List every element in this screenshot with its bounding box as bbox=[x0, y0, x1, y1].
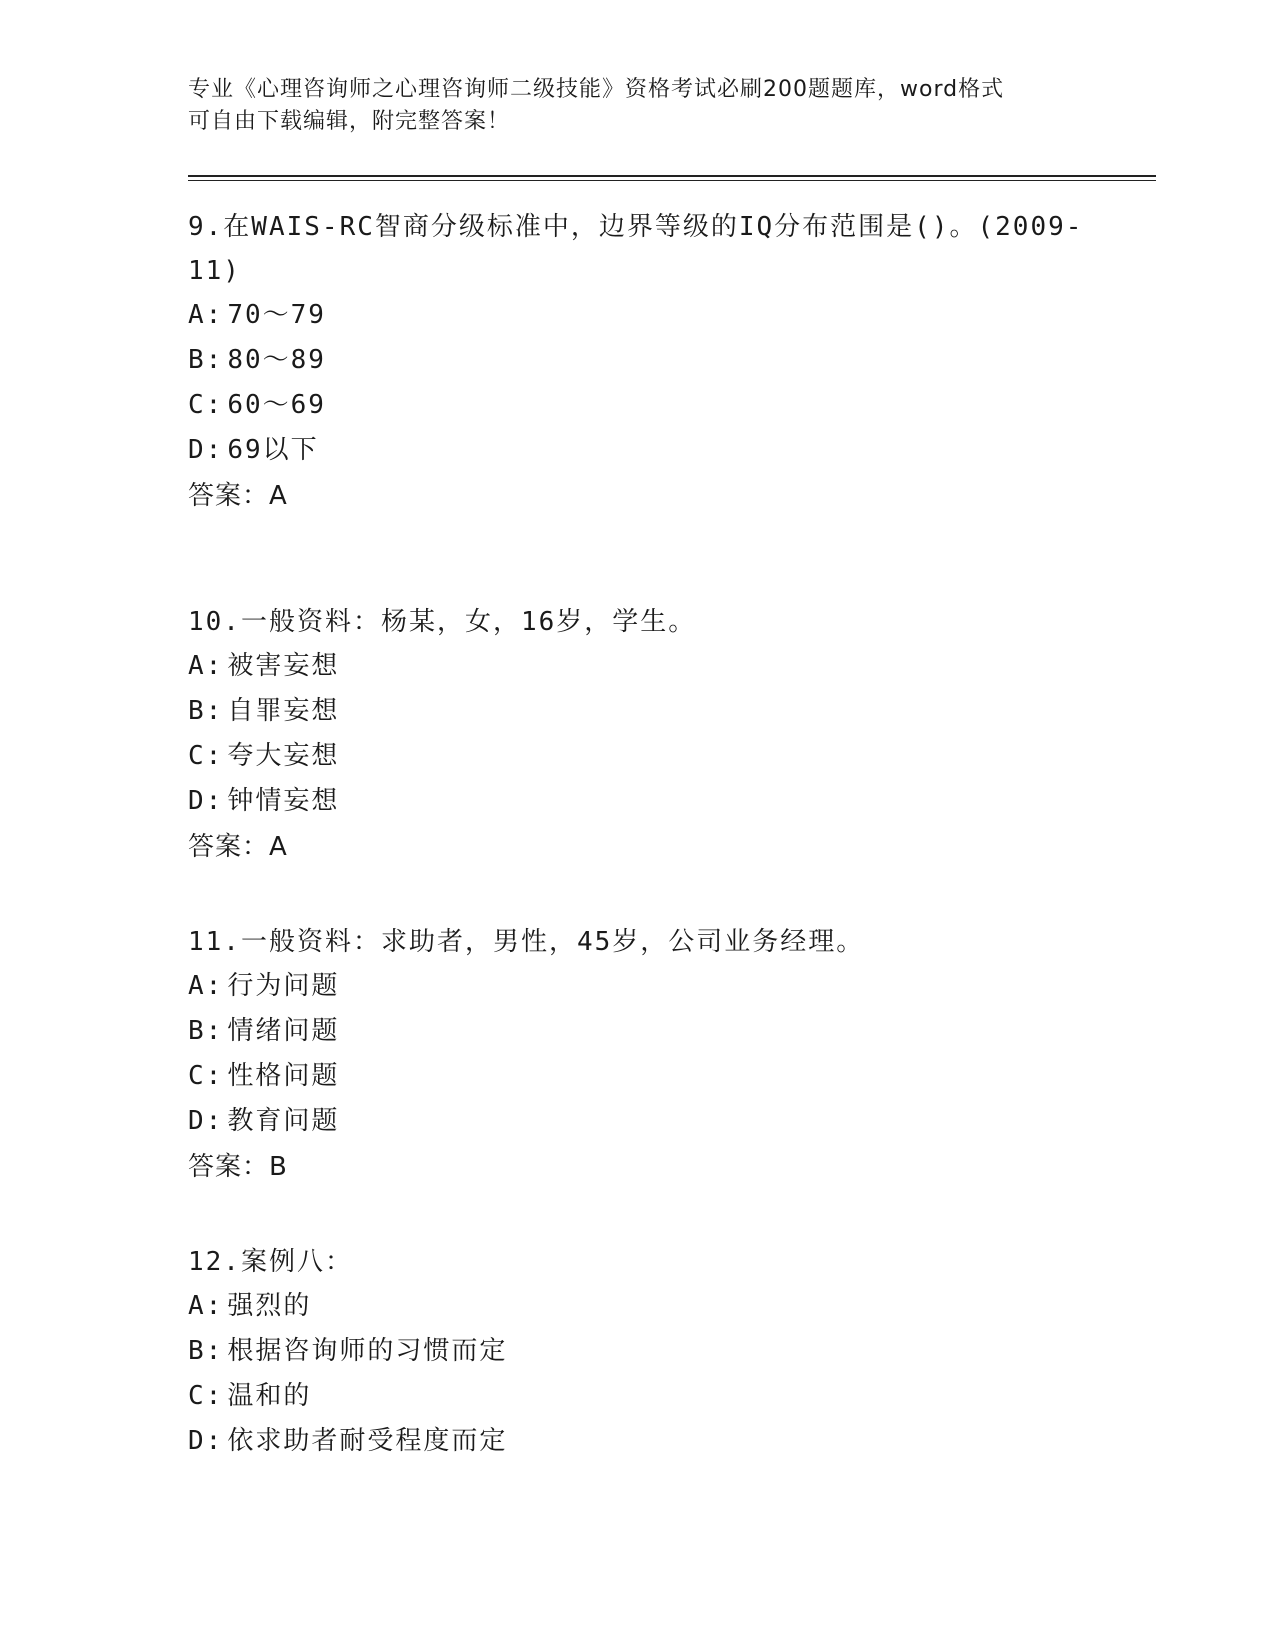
option-text: 夸大妄想 bbox=[227, 741, 340, 771]
option-b bbox=[188, 338, 1088, 383]
option-text: 自罪妄想 bbox=[227, 696, 340, 726]
answer: 答案：A bbox=[188, 832, 288, 862]
option-b bbox=[188, 1329, 1088, 1374]
option-key: C: bbox=[188, 1381, 224, 1411]
question-stem-line: 10.一般资料：杨某，女，16岁，学生。 bbox=[188, 607, 697, 637]
question-stem bbox=[188, 600, 1088, 644]
question-stem bbox=[188, 205, 1088, 293]
option-key: C: bbox=[188, 390, 224, 420]
question-stem-line: 11.一般资料：求助者，男性，45岁，公司业务经理。 bbox=[188, 927, 865, 957]
option-key: B: bbox=[188, 1016, 224, 1046]
option-text: 强烈的 bbox=[227, 1291, 312, 1321]
option-c bbox=[188, 1374, 1088, 1419]
option-d bbox=[188, 779, 1088, 824]
option-key: A: bbox=[188, 1291, 224, 1321]
option-d bbox=[188, 1419, 1088, 1464]
option-d bbox=[188, 1099, 1088, 1144]
option-key: C: bbox=[188, 741, 224, 771]
option-c bbox=[188, 1054, 1088, 1099]
question-stem-line: 11) bbox=[188, 256, 241, 286]
option-key: D: bbox=[188, 786, 224, 816]
option-text: 情绪问题 bbox=[227, 1016, 340, 1046]
option-d bbox=[188, 428, 1088, 473]
question-12 bbox=[188, 1240, 1088, 1464]
option-text: 教育问题 bbox=[227, 1106, 340, 1136]
option-key: A: bbox=[188, 300, 224, 330]
option-text: 根据咨询师的习惯而定 bbox=[227, 1336, 508, 1366]
header-divider-thin bbox=[188, 180, 1156, 181]
header-line-2: 可自由下载编辑，附完整答案！ bbox=[188, 109, 511, 134]
option-key: D: bbox=[188, 1106, 224, 1136]
option-a bbox=[188, 644, 1088, 689]
option-key: A: bbox=[188, 971, 224, 1001]
question-stem-line: 12.案例八： bbox=[188, 1247, 353, 1277]
option-text: 钟情妄想 bbox=[227, 786, 340, 816]
answer: 答案：B bbox=[188, 1152, 288, 1182]
question-9 bbox=[188, 205, 1088, 519]
option-key: B: bbox=[188, 1336, 224, 1366]
question-11 bbox=[188, 920, 1088, 1190]
option-text: 69以下 bbox=[227, 435, 319, 465]
header-divider-thick bbox=[188, 175, 1156, 177]
option-key: C: bbox=[188, 1061, 224, 1091]
answer: 答案：A bbox=[188, 481, 288, 511]
option-c bbox=[188, 383, 1088, 428]
option-text: 性格问题 bbox=[227, 1061, 340, 1091]
option-text: 60～69 bbox=[227, 390, 326, 420]
option-a bbox=[188, 1284, 1088, 1329]
question-10 bbox=[188, 600, 1088, 870]
option-key: D: bbox=[188, 1426, 224, 1456]
question-stem bbox=[188, 1240, 1088, 1284]
option-key: B: bbox=[188, 345, 224, 375]
option-b bbox=[188, 689, 1088, 734]
option-text: 被害妄想 bbox=[227, 651, 340, 681]
option-text: 依求助者耐受程度而定 bbox=[227, 1426, 508, 1456]
document-header bbox=[188, 74, 1088, 138]
option-key: A: bbox=[188, 651, 224, 681]
option-text: 行为问题 bbox=[227, 971, 340, 1001]
option-text: 温和的 bbox=[227, 1381, 312, 1411]
option-text: 80～89 bbox=[227, 345, 326, 375]
option-key: B: bbox=[188, 696, 224, 726]
option-text: 70～79 bbox=[227, 300, 326, 330]
question-stem-line: 9.在WAIS-RC智商分级标准中，边界等级的IQ分布范围是()。(2009- bbox=[188, 212, 1084, 242]
header-line-1: 专业《心理咨询师之心理咨询师二级技能》资格考试必刷200题题库，word格式 bbox=[188, 77, 1005, 102]
question-stem bbox=[188, 920, 1088, 964]
option-b bbox=[188, 1009, 1088, 1054]
option-a bbox=[188, 293, 1088, 338]
option-key: D: bbox=[188, 435, 224, 465]
option-c bbox=[188, 734, 1088, 779]
option-a bbox=[188, 964, 1088, 1009]
